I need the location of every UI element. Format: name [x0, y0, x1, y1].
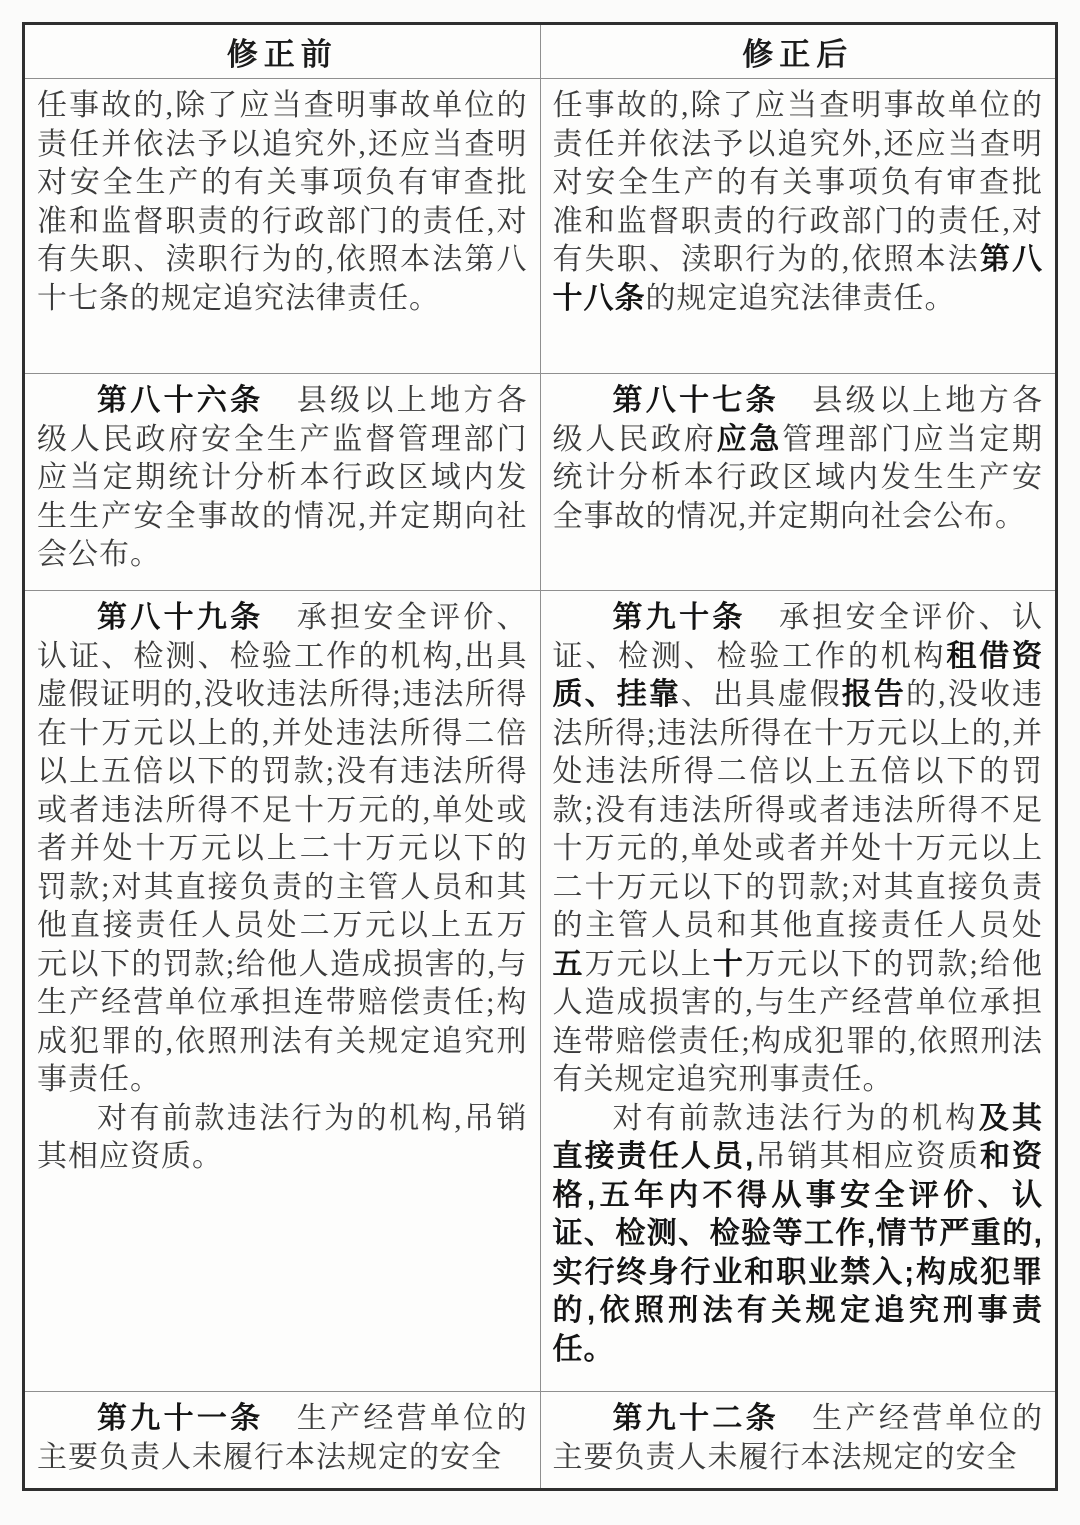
amended-text-run: 五	[552, 947, 585, 981]
text-run: 承担安全评价、认证、检测、检验工作的机构,出具虚假证明的,没收违法所得;违法所得在十万元以上的,并处违法所得二倍以上五倍以下的罚款;没有违法所得或者违法所得不足十万元的,单处或者并处十万元以上二十万元以下的罚款;对其直接负责的主管人员和其他直接责任人员处二万元以上五万元以下的罚款;给他人造成损害的,与生产经营单位承担连带赔偿责任;构成犯罪的,依照刑法有关规定追究刑事责任。	[37, 601, 528, 1096]
paragraph	[37, 87, 528, 318]
text-run: 万元以下的罚款;给他人造成损害的,与生产经营单位承担连带赔偿责任;构成犯罪的,依照刑法有关规定追究刑事责任。	[552, 947, 1043, 1096]
amended-text-run: 报告	[841, 678, 906, 711]
text-run: 生产经营单位的主要负责人未履行本法规定的安全	[37, 1402, 528, 1474]
cell-before	[24, 591, 541, 1392]
cell-after	[540, 591, 1057, 1392]
table-body	[24, 79, 1057, 1490]
paragraph	[37, 1100, 528, 1177]
cell-after	[540, 1392, 1057, 1490]
amended-text-run: 第九十一条	[97, 1402, 264, 1435]
text-run: 县级以上地方各级人民政府	[552, 384, 1044, 456]
amended-text-run: 十	[712, 947, 745, 981]
text-run: 任事故的,除了应当查明事故单位的责任并依法予以追究外,还应当查明对安全生产的有关事项负有审查批准和监督职责的行政部门的责任,对有失职、渎职行为的,依照本法第八十七条的规定追究法律责任。	[37, 89, 528, 315]
text-run: 的,没收违法所得;违法所得在十万元以上的,并处违法所得二倍以上五倍以下的罚款;没有违法所得或者违法所得不足十万元的,单处或者并处十万元以上二十万元以下的罚款;对其直接负责的主管人员和其他直接责任人员处	[552, 678, 1044, 942]
amended-text-run: 第九十条	[612, 601, 746, 634]
amended-text-run: 第九十二条	[612, 1402, 779, 1435]
amended-text-run: 租借资质、挂靠	[552, 639, 1044, 711]
text-run: 承担安全评价、认证、检测、检验工作的机构	[552, 601, 1044, 673]
comparison-row	[24, 1392, 1057, 1490]
comparison-row	[24, 79, 1057, 374]
paragraph	[553, 599, 1044, 1100]
paragraph	[553, 1400, 1044, 1477]
text-run: 对有前款违法行为的机构	[612, 1101, 979, 1135]
cell-after	[540, 79, 1057, 374]
text-run: 万元以上	[584, 947, 713, 981]
column-header-after: 修正后	[540, 24, 1057, 79]
amended-text-run: 第八十六条	[97, 384, 264, 417]
text-run: 的规定追究法律责任。	[645, 281, 956, 315]
amended-text-run: 第八十九条	[97, 601, 264, 634]
table-header-row	[24, 24, 1057, 79]
paragraph	[37, 382, 528, 575]
amended-text-run: 第八十八条	[552, 243, 1044, 315]
text-run: 管理部门应当定期统计分析本行政区域内发生生产安全事故的情况,并定期向社会公布。	[552, 422, 1044, 533]
comparison-row	[24, 374, 1057, 591]
column-header-before: 修正前	[24, 24, 541, 79]
text-run: 县级以上地方各级人民政府安全生产监督管理部门应当定期统计分析本行政区域内发生生产安全事故的情况,并定期向社会公布。	[37, 384, 528, 571]
cell-before	[24, 374, 541, 591]
paragraph	[553, 87, 1044, 318]
paragraph	[37, 1400, 528, 1477]
comparison-row	[24, 591, 1057, 1392]
text-run: 、出具虚假	[681, 678, 842, 711]
cell-after	[540, 374, 1057, 591]
text-run: 任事故的,除了应当查明事故单位的责任并依法予以追究外,还应当查明对安全生产的有关事项负有审查批准和监督职责的行政部门的责任,对有失职、渎职行为的,依照本法	[552, 89, 1043, 276]
paragraph	[553, 382, 1044, 536]
text-run: 对有前款违法行为的机构,吊销其相应资质。	[37, 1101, 528, 1173]
text-run: 吊销其相应资质	[754, 1140, 980, 1173]
amended-text-run: 应急	[716, 422, 783, 456]
cell-before	[24, 79, 541, 374]
paragraph	[37, 599, 528, 1100]
amended-text-run: 第八十七条	[612, 384, 779, 417]
amendment-comparison-table	[22, 22, 1058, 1491]
amended-text-run: 及其直接责任人员,	[552, 1101, 1044, 1173]
cell-before	[24, 1392, 541, 1490]
text-run: 生产经营单位的主要负责人未履行本法规定的安全	[552, 1402, 1044, 1474]
paragraph	[553, 1100, 1044, 1370]
amended-text-run: 和资格,五年内不得从事安全评价、认证、检测、检验等工作,情节严重的,实行终身行业和职业禁入;构成犯罪的,依照刑法有关规定追究刑事责任。	[552, 1140, 1044, 1366]
